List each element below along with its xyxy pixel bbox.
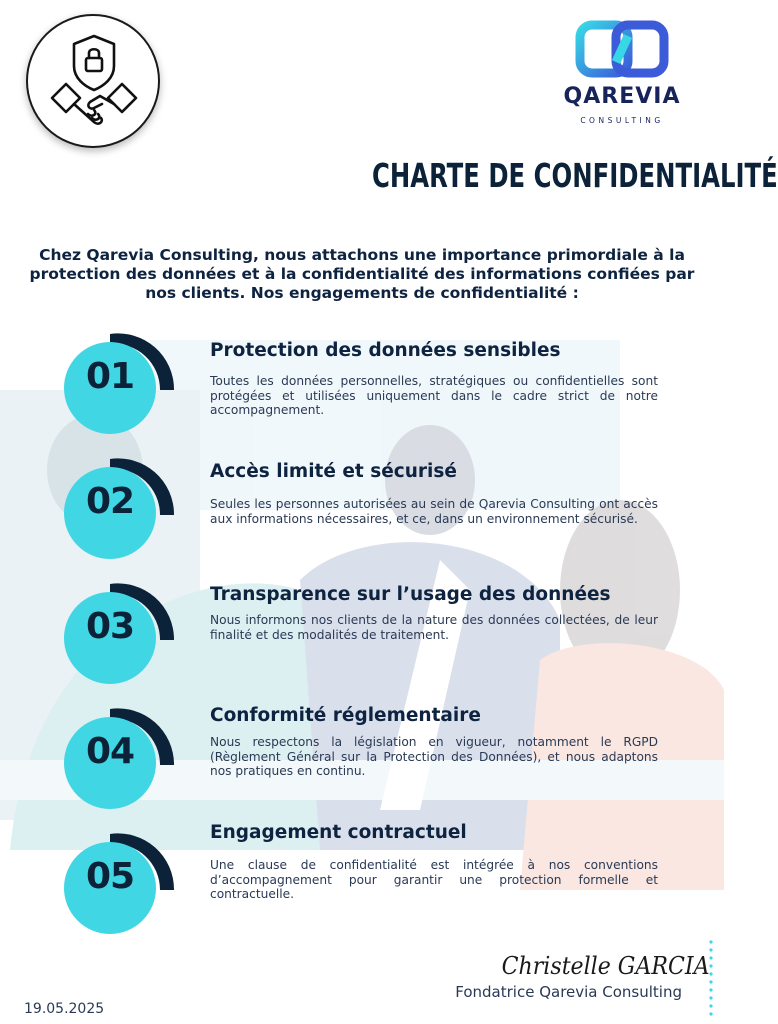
item-number: 01 — [85, 356, 135, 397]
item-title: Transparence sur l’usage des données — [210, 584, 611, 605]
number-badge — [64, 455, 176, 567]
page-title: CHARTE DE CONFIDENTIALITÉ — [372, 156, 778, 195]
commitment-item — [0, 580, 724, 700]
item-text: Toutes les données personnelles, stratégiques ou confidentielles sont protégées et utilisées uniquement dans le cadre strict de notre accompagnement. — [210, 374, 658, 417]
svg-text:Christelle GARCIA: Christelle GARCIA — [501, 953, 710, 981]
shield-handshake-badge — [26, 14, 160, 148]
item-title: Conformité réglementaire — [210, 705, 481, 726]
brand-name: QAREVIA — [563, 84, 681, 109]
number-badge — [64, 705, 176, 817]
item-text: Seules les personnes autorisées au sein de Qarevia Consulting ont accès aux informations nécessaires, et ce, dans un environnement sécurisé. — [210, 497, 658, 526]
shield-lock-handshake-icon — [46, 32, 142, 132]
item-number: 02 — [85, 481, 135, 522]
brand-logo — [560, 20, 684, 130]
item-title: Protection des données sensibles — [210, 340, 561, 361]
founder-role: Fondatrice Qarevia Consulting — [455, 983, 682, 1001]
item-number: 04 — [85, 731, 135, 772]
item-title: Engagement contractuel — [210, 822, 467, 843]
document-date: 19.05.2025 — [24, 1001, 105, 1017]
commitment-item — [0, 822, 724, 950]
handwritten-signature — [498, 944, 710, 984]
number-badge — [64, 580, 176, 692]
logo-mark-icon — [577, 22, 667, 78]
commitment-item — [0, 330, 724, 450]
intro-paragraph: Chez Qarevia Consulting, nous attachons une importance primordiale à la protection des données et à la confidentialité des informations confiées par nos clients. Nos engagements de confidentialité : — [29, 246, 695, 302]
commitment-item — [0, 455, 724, 575]
item-title: Accès limité et sécurisé — [210, 461, 457, 482]
item-text: Nous respectons la législation en vigueur, notamment le RGPD (Règlement Général sur la Protection des Données), et nous adaptons nos pratiques en continu. — [210, 735, 658, 778]
commitment-item — [0, 705, 724, 825]
decorative-dots — [706, 938, 716, 1018]
item-number: 03 — [85, 606, 135, 647]
brand-subtitle: CONSULTING — [580, 116, 664, 125]
item-text: Une clause de confidentialité est intégrée à nos conventions d’accompagnement pour garantir une protection formelle et contractuelle. — [210, 858, 658, 901]
item-number: 05 — [85, 856, 135, 897]
number-badge — [64, 830, 176, 942]
item-text: Nous informons nos clients de la nature des données collectées, de leur finalité et des modalités de traitement. — [210, 613, 658, 642]
number-badge — [64, 330, 176, 442]
